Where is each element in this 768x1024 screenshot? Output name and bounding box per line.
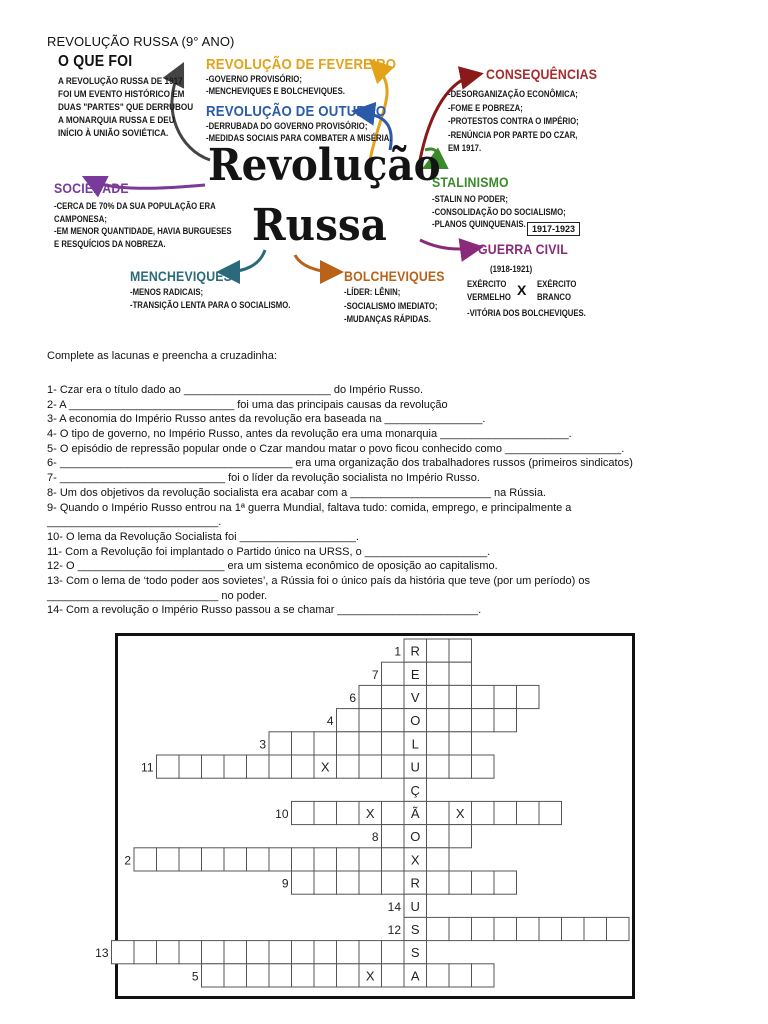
crossword-cell[interactable] [382, 848, 405, 871]
civil-war-x: X [517, 282, 527, 298]
instructions: Complete as lacunas e preencha a cruzadinha: [47, 350, 277, 362]
crossword-cell[interactable] [202, 941, 225, 964]
crossword-cell[interactable] [292, 871, 315, 894]
crossword-vertical-letter: V [410, 690, 420, 705]
crossword-x-mark: X [455, 806, 465, 821]
crossword-cell[interactable] [382, 755, 405, 778]
node-consequencias-body [448, 88, 600, 156]
crossword-cell[interactable] [539, 917, 562, 940]
crossword-cell[interactable] [337, 755, 360, 778]
crossword-cell[interactable] [472, 755, 495, 778]
node-bolcheviques-title: BOLCHEVIQUES [344, 268, 445, 284]
node-fevereiro [206, 56, 422, 97]
node-outubro-title: REVOLUÇÃO DE OUTUBRO [206, 103, 387, 120]
node-bolcheviques [344, 268, 458, 327]
crossword-cell[interactable] [314, 732, 337, 755]
crossword-cell[interactable] [179, 848, 202, 871]
crossword-cell[interactable] [269, 941, 292, 964]
crossword-x-mark: X [365, 968, 375, 984]
crossword-cell[interactable] [382, 685, 405, 708]
crossword-cell[interactable] [134, 941, 157, 964]
crossword-cell[interactable] [314, 964, 337, 987]
node-outubro-text: -DERRUBADA DO GOVERNO PROVISÓRIO; -MEDIDAS SOCIAIS PARA COMBATER A MISÉRIA. [206, 121, 392, 143]
crossword-vertical-letter: Ç [410, 782, 420, 798]
question-11: 11- Com a Revolução foi implantado o Partido único na URSS, o ____________________. [47, 545, 491, 558]
crossword-clue-number: 1 [394, 644, 401, 659]
question-4: 4- O tipo de governo, no Império Russo, antes da revolução era uma monarquia _____________________. [47, 428, 572, 441]
crossword-cell[interactable] [449, 871, 472, 894]
node-o-que-foi-text: A REVOLUÇÃO RUSSA DE 1917 FOI UM EVENTO HISTÓRICO EM DUAS "PARTES" QUE DERRUBOU A MONARQUIA RUSSA E DEU INÍCIO À UNIÃO SOVIÉTICA. [58, 76, 194, 139]
crossword-vertical-letter: A [410, 968, 420, 984]
crossword-cell[interactable] [337, 848, 360, 871]
question-12: 12- O ________________________ era um sistema econômico de oposição ao capitalismo. [47, 560, 498, 573]
crossword-clue-number: 12 [387, 923, 401, 937]
node-outubro [206, 103, 422, 144]
crossword-cell[interactable] [247, 964, 270, 987]
crossword-cell[interactable] [607, 917, 630, 940]
crossword-cell[interactable] [292, 732, 315, 755]
crossword-cell[interactable] [314, 871, 337, 894]
crossword-cell[interactable] [427, 964, 450, 987]
civil-war-right-text: EXÉRCITO BRANCO [537, 279, 577, 302]
crossword-vertical-letter: L [411, 736, 419, 752]
crossword-cell[interactable] [472, 964, 495, 987]
crossword-clue-number: 9 [281, 876, 289, 891]
crossword-cell[interactable] [562, 917, 585, 940]
crossword-cell[interactable] [494, 709, 517, 732]
crossword-cell[interactable] [584, 917, 607, 940]
crossword-cell[interactable] [382, 825, 405, 848]
crossword-vertical-letter: U [410, 759, 420, 775]
crossword-cell[interactable] [472, 709, 495, 732]
crossword-cell[interactable] [382, 662, 405, 685]
crossword-cell[interactable] [449, 662, 472, 685]
crossword-cell[interactable] [337, 709, 360, 732]
question-3: 3- A economia do Império Russo antes da revolução era baseada na ________________. [47, 413, 486, 426]
node-o-que-foi-title: O QUE FOI [58, 53, 133, 70]
question-2: 2- A ___________________________ foi uma das principais causas da revolução [47, 398, 448, 411]
crossword-vertical-letter: R [410, 643, 420, 659]
crossword-cell[interactable] [337, 871, 360, 894]
mind-map-word-bottom: Russa [252, 200, 387, 251]
crossword-cell[interactable] [427, 871, 450, 894]
crossword-cell[interactable] [449, 709, 472, 732]
crossword-vertical-letter: U [410, 898, 420, 914]
crossword-cell[interactable] [269, 964, 292, 987]
guerra-civil-years-text: (1918-1921) [490, 264, 533, 274]
node-fevereiro-text: -GOVERNO PROVISÓRIO; -MENCHEVIQUES E BOLCHEVIQUES. [206, 74, 345, 96]
guerra-civil-years [490, 264, 539, 276]
question-14: 14- Com a revolução o Império Russo passou a se chamar _______________________. [47, 604, 482, 617]
crossword-cell[interactable] [494, 801, 517, 824]
node-fevereiro-title: REVOLUÇÃO DE FEVEREIRO [206, 56, 397, 73]
crossword-x-mark: X [365, 806, 375, 821]
node-sociedade-text: -CERCA DE 70% DA SUA POPULAÇÃO ERA CAMPONESA; -EM MENOR QUANTIDADE, HAVIA BURGUESES E RESQUÍCIOS DA NOBREZA. [54, 201, 232, 249]
crossword-svg [95, 636, 632, 996]
crossword-cell[interactable] [517, 801, 540, 824]
crossword-cell[interactable] [292, 964, 315, 987]
crossword-cell[interactable] [427, 755, 450, 778]
question-13: 13- Com o lema de ‘todo poder aos sovietes’, a Rússia foi o único país da história que teve (por um período) os [47, 574, 590, 587]
crossword-cell[interactable] [337, 941, 360, 964]
crossword-cell[interactable] [269, 848, 292, 871]
crossword-cell[interactable] [427, 709, 450, 732]
question-9: 9- Quando o Império Russo entrou na 1ª guerra Mundial, faltava tudo: comida, emprego, e principalmente a [47, 501, 572, 514]
mind-map-word-top: Revolução [208, 140, 441, 191]
node-mencheviques-text: -MENOS RADICAIS; -TRANSIÇÃO LENTA PARA O SOCIALISMO. [130, 287, 291, 310]
crossword-cell[interactable] [247, 941, 270, 964]
crossword-vertical-letter: O [410, 713, 421, 729]
crossword-cell[interactable] [472, 801, 495, 824]
crossword-cell[interactable] [449, 685, 472, 708]
node-guerra-civil-title: GUERRA CIVIL [478, 241, 568, 257]
node-consequencias-title: CONSEQUÊNCIAS [486, 66, 598, 82]
crossword-cell[interactable] [269, 755, 292, 778]
crossword-cell[interactable] [517, 917, 540, 940]
crossword-cell[interactable] [517, 685, 540, 708]
question-7: 7- ___________________________ foi o líder da revolução socialista no Império Russo. [47, 472, 480, 485]
crossword-cell[interactable] [337, 964, 360, 987]
crossword-cell[interactable] [494, 871, 517, 894]
crossword-vertical-letter: R [410, 875, 420, 891]
stalin-years-badge: 1917-1923 [527, 222, 580, 236]
crossword-cell[interactable] [449, 917, 472, 940]
crossword-cell[interactable] [359, 871, 382, 894]
crossword-cell[interactable] [427, 801, 450, 824]
crossword-cell[interactable] [157, 848, 180, 871]
crossword-cell[interactable] [359, 755, 382, 778]
crossword-cell[interactable] [314, 801, 337, 824]
crossword-cell[interactable] [224, 848, 247, 871]
crossword-vertical-letter: X [410, 852, 420, 868]
crossword-cell[interactable] [359, 732, 382, 755]
crossword-vertical-letter: S [410, 945, 420, 961]
crossword-cell[interactable] [202, 848, 225, 871]
crossword-cell[interactable] [292, 801, 315, 824]
crossword-cell[interactable] [224, 941, 247, 964]
crossword-cell[interactable] [359, 685, 382, 708]
crossword-cell[interactable] [112, 941, 135, 964]
crossword-cell[interactable] [179, 941, 202, 964]
crossword-cell[interactable] [202, 964, 225, 987]
crossword-cell[interactable] [427, 732, 450, 755]
crossword-clue-number: 13 [95, 946, 109, 961]
crossword-cell[interactable] [427, 848, 450, 871]
node-consequencias-text: -DESORGANIZAÇÃO ECONÔMICA; -FOME E POBREZA; -PROTESTOS CONTRA O IMPÉRIO; -RENÚNCIA POR PARTE DO CZAR, EM 1917. [448, 89, 579, 153]
question-list [47, 383, 737, 618]
civil-war-left-text: EXÉRCITO VERMELHO [467, 279, 511, 302]
crossword-grid [95, 633, 635, 999]
question-5: 5- O episódio de repressão popular onde o Czar mandou matar o povo ficou conhecido como ___________________. [47, 442, 625, 455]
crossword-cell[interactable] [382, 964, 405, 987]
crossword-cell[interactable] [472, 685, 495, 708]
crossword-cell[interactable] [179, 755, 202, 778]
crossword-cell[interactable] [224, 964, 247, 987]
crossword-cell[interactable] [539, 801, 562, 824]
crossword-vertical-letter: S [410, 922, 420, 937]
crossword-cell[interactable] [269, 732, 292, 755]
civil-war-outcome-text: -VITÓRIA DOS BOLCHEVIQUES. [467, 308, 586, 318]
crossword-cell[interactable] [449, 639, 472, 662]
crossword-clue-number: 10 [275, 807, 289, 821]
crossword-cell[interactable] [472, 871, 495, 894]
document-title: REVOLUÇÃO RUSSA (9° ANO) [47, 34, 235, 49]
civil-war-left [467, 278, 518, 304]
crossword-cell[interactable] [494, 917, 517, 940]
node-stalinismo-text: -STALIN NO PODER; -CONSOLIDAÇÃO DO SOCIALISMO; -PLANOS QUINQUENAIS. [432, 194, 566, 229]
crossword-cell[interactable] [449, 732, 472, 755]
crossword-clue-number: 2 [124, 853, 131, 868]
question-9-continued: ____________________________. [47, 516, 222, 529]
node-mencheviques [130, 268, 317, 312]
crossword-cell[interactable] [427, 662, 450, 685]
crossword-cell[interactable] [382, 871, 405, 894]
node-sociedade-title: SOCIEDADE [54, 180, 129, 196]
question-13-continued: ____________________________ no poder. [47, 589, 268, 602]
question-6: 6- ______________________________________ era uma organização dos trabalhadores russos (primeiros sindicatos) [47, 457, 633, 470]
crossword-cell[interactable] [134, 848, 157, 871]
node-mencheviques-title: MENCHEVIQUES [130, 268, 233, 284]
node-bolcheviques-text: -LÍDER: LÊNIN; -SOCIALISMO IMEDIATO; -MUDANÇAS RÁPIDAS. [344, 287, 438, 324]
arrow-guerra-civil [420, 240, 475, 249]
crossword-cell[interactable] [337, 801, 360, 824]
crossword-cell[interactable] [382, 941, 405, 964]
crossword-clue-number: 7 [371, 667, 379, 682]
crossword-cell[interactable] [224, 755, 247, 778]
civil-war-right [537, 278, 583, 304]
crossword-cell[interactable] [247, 755, 270, 778]
crossword-cell[interactable] [359, 709, 382, 732]
crossword-cell[interactable] [314, 848, 337, 871]
crossword-cell[interactable] [449, 964, 472, 987]
crossword-cell[interactable] [359, 941, 382, 964]
crossword-x-mark: X [320, 759, 330, 775]
crossword-cell[interactable] [494, 685, 517, 708]
crossword-clue-number: 6 [349, 691, 356, 705]
crossword-cell[interactable] [382, 801, 405, 824]
crossword-cell[interactable] [292, 941, 315, 964]
crossword-clue-number: 4 [326, 714, 334, 729]
crossword-clue-number: 11 [141, 760, 154, 775]
civil-war-outcome [467, 308, 605, 320]
crossword-cell[interactable] [449, 755, 472, 778]
crossword-cell[interactable] [202, 755, 225, 778]
crossword-cell[interactable] [427, 639, 450, 662]
crossword-cell[interactable] [157, 755, 180, 778]
crossword-vertical-letter: E [410, 666, 420, 682]
crossword-cell[interactable] [157, 941, 180, 964]
node-o-que-foi [58, 53, 215, 140]
node-stalinismo-title: STALINISMO [432, 174, 509, 190]
crossword-vertical-letter: O [410, 829, 421, 845]
crossword-cell[interactable] [314, 941, 337, 964]
question-1: 1- Czar era o título dado ao ________________________ do Império Russo. [47, 384, 424, 396]
crossword-clue-number: 8 [371, 830, 379, 845]
crossword-clue-number: 3 [259, 737, 266, 752]
crossword-cell[interactable] [382, 732, 405, 755]
crossword-cell[interactable] [427, 917, 450, 940]
crossword-cell[interactable] [337, 732, 360, 755]
question-8: 8- Um dos objetivos da revolução socialista era acabar com a _______________________ na Rússia. [47, 486, 546, 499]
crossword-cell[interactable] [382, 709, 405, 732]
crossword-cell[interactable] [449, 825, 472, 848]
crossword-clue-number: 5 [191, 969, 199, 984]
mind-map [30, 50, 610, 340]
crossword-cell[interactable] [359, 848, 382, 871]
crossword-vertical-letter: Ã [410, 806, 420, 821]
crossword-cell[interactable] [472, 917, 495, 940]
node-consequencias [486, 66, 612, 82]
question-10: 10- O lema da Revolução Socialista foi ___________________. [47, 530, 359, 543]
crossword-cell[interactable] [247, 848, 270, 871]
crossword-clue-number: 14 [387, 899, 401, 914]
crossword-cell[interactable] [292, 755, 315, 778]
crossword-cell[interactable] [427, 825, 450, 848]
crossword-cell[interactable] [427, 685, 450, 708]
node-guerra-civil [478, 241, 580, 257]
crossword-cell[interactable] [292, 848, 315, 871]
